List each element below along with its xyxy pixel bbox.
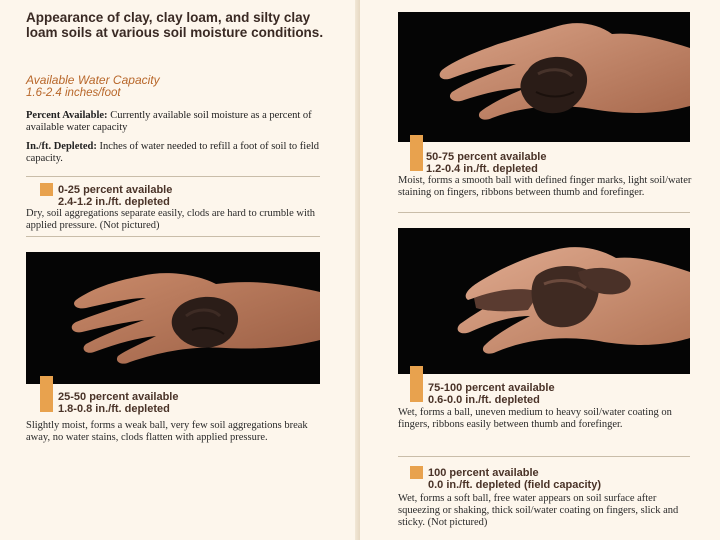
band-75-100-depleted: 0.6-0.0 in./ft. depleted bbox=[428, 394, 540, 406]
band-25-50-description: Slightly moist, forms a weak ball, very few soil aggregations break away, no water stains, clods flatten with applied pressure. bbox=[26, 420, 308, 443]
band-50-75-title bbox=[426, 151, 546, 175]
band-0-25-depleted: 2.4-1.2 in./ft. depleted bbox=[58, 196, 170, 208]
band-swatch bbox=[410, 466, 423, 479]
band-75-100-title bbox=[428, 382, 555, 406]
band-75-100-description: Wet, forms a ball, uneven medium to heavy soil/water coating on fingers, ribbons easily between thumb and forefinger. bbox=[398, 407, 672, 430]
percent-available-definition bbox=[26, 110, 326, 134]
band-100-description: Wet, forms a soft ball, free water appears on soil surface after squeezing or shaking, thick soil/water coating on fingers, slick and sticky. (Not pictured) bbox=[398, 493, 679, 528]
right-page bbox=[360, 0, 720, 540]
divider bbox=[398, 212, 690, 213]
depleted-term: In./ft. Depleted: bbox=[26, 141, 97, 152]
band-100-depleted: 0.0 in./ft. depleted (field capacity) bbox=[428, 479, 601, 491]
awc-heading: Available Water Capacity bbox=[26, 73, 160, 87]
page-title: Appearance of clay, clay loam, and silty clay loam soils at various soil moisture conditions. bbox=[26, 10, 324, 40]
divider bbox=[26, 176, 320, 177]
band-0-25-description: Dry, soil aggregations separate easily, clods are hard to crumble with applied pressure. (Not pictured) bbox=[26, 208, 316, 231]
band-50-75-description: Moist, forms a smooth ball with defined finger marks, light soil/water staining on fingers, ribbons between thumb and forefinger. bbox=[398, 175, 692, 198]
soil-photo-50-75 bbox=[398, 12, 690, 142]
hand-with-wet-soil-image bbox=[398, 228, 690, 374]
band-50-75-depleted: 1.2-0.4 in./ft. depleted bbox=[426, 163, 538, 175]
band-50-75-percent: 50-75 percent available bbox=[426, 151, 547, 163]
band-swatch bbox=[410, 366, 423, 402]
percent-available-term: Percent Available: bbox=[26, 110, 108, 121]
band-100-percent: 100 percent available bbox=[428, 467, 539, 479]
divider bbox=[398, 456, 690, 457]
hand-with-soil-image bbox=[26, 252, 320, 384]
percent-available-text: Currently available soil moisture as a percent of available water capacity bbox=[26, 110, 312, 133]
band-25-50-depleted: 1.8-0.8 in./ft. depleted bbox=[58, 403, 170, 415]
awc-value: 1.6-2.4 inches/foot bbox=[26, 87, 121, 99]
band-25-50-title bbox=[58, 391, 178, 415]
soil-photo-25-50 bbox=[26, 252, 320, 384]
depleted-text: Inches of water needed to refill a foot of soil to field capacity. bbox=[26, 141, 320, 164]
depleted-definition bbox=[26, 141, 326, 165]
band-swatch bbox=[410, 135, 423, 171]
divider bbox=[26, 236, 320, 237]
band-swatch bbox=[40, 376, 53, 412]
band-75-100-percent: 75-100 percent available bbox=[428, 382, 555, 394]
band-0-25-percent: 0-25 percent available bbox=[58, 184, 173, 196]
band-swatch bbox=[40, 183, 53, 196]
hand-with-moist-soil-image bbox=[398, 12, 690, 142]
soil-photo-75-100 bbox=[398, 228, 690, 374]
band-0-25-title bbox=[58, 184, 172, 208]
band-100-title bbox=[428, 467, 601, 491]
band-25-50-percent: 25-50 percent available bbox=[58, 391, 179, 403]
